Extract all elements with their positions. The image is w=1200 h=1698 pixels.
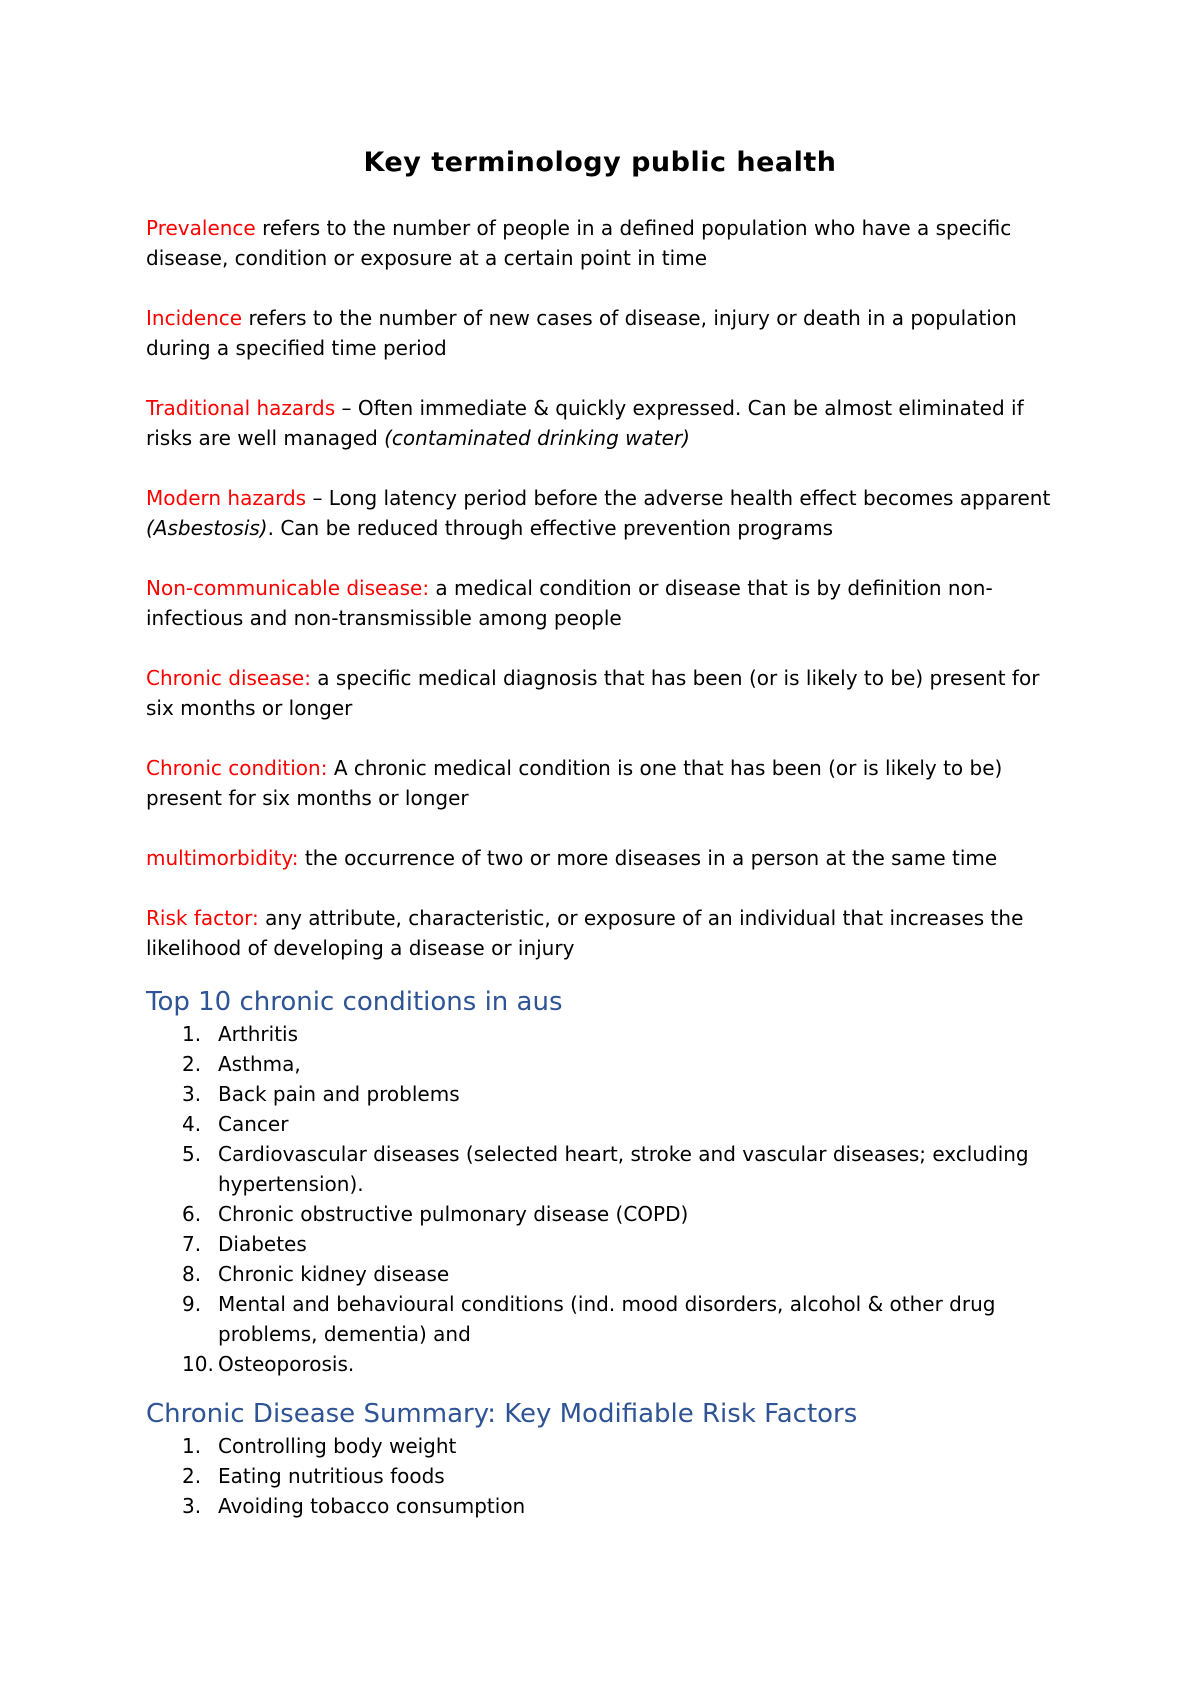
- term-label: Risk factor:: [146, 906, 259, 930]
- term-label: multimorbidity:: [146, 846, 299, 870]
- term-definition: the occurrence of two or more diseases in a person at the same time: [298, 846, 998, 870]
- list-item-text: Chronic kidney disease: [218, 1262, 450, 1286]
- section-heading-chronic-conditions: Top 10 chronic conditions in aus: [146, 987, 563, 1017]
- term-example: (contaminated drinking water): [384, 426, 690, 450]
- list-item-text: Diabetes: [218, 1232, 307, 1256]
- term-label: Non-communicable disease:: [146, 576, 430, 600]
- definition-traditional-hazards: [146, 393, 1066, 453]
- term-definition: – Often immediate & quickly expressed. Can be almost eliminated if risks are well managed: [146, 396, 1024, 450]
- section-heading-risk-factors: Chronic Disease Summary: Key Modifiable Risk Factors: [146, 1399, 858, 1429]
- list-number: 6.: [182, 1202, 202, 1226]
- term-definition: any attribute, characteristic, or exposure of an individual that increases the likelihood of developing a disease or injury: [146, 906, 1024, 960]
- chronic-conditions-list: [146, 1019, 1066, 1379]
- term-label: Chronic disease:: [146, 666, 311, 690]
- definition-chronic-disease: [146, 663, 1066, 723]
- list-item: [146, 1139, 1066, 1199]
- list-item: [146, 1349, 1066, 1379]
- term-definition: – Long latency period before the adverse health effect becomes apparent: [312, 486, 1051, 510]
- list-item-text: Cancer: [218, 1112, 289, 1136]
- list-item-text: Osteoporosis.: [218, 1352, 355, 1376]
- list-number: 3.: [182, 1082, 202, 1106]
- term-definition: A chronic medical condition is one that has been (or is likely to be) present for six months or longer: [146, 756, 1003, 810]
- term-definition: a specific medical diagnosis that has been (or is likely to be) present for six months or longer: [146, 666, 1040, 720]
- definition-modern-hazards: [146, 483, 1066, 543]
- list-item: [146, 1049, 1066, 1079]
- list-item: [146, 1431, 1066, 1461]
- term-definition-continued: . Can be reduced through effective prevention programs: [267, 516, 834, 540]
- list-item-text: Avoiding tobacco consumption: [218, 1494, 526, 1518]
- risk-factors-list: [146, 1431, 1066, 1521]
- term-definition: a medical condition or disease that is by definition non-infectious and non-transmissible among people: [146, 576, 993, 630]
- list-number: 9.: [182, 1292, 202, 1316]
- list-item-text: Back pain and problems: [218, 1082, 460, 1106]
- list-item: [146, 1259, 1066, 1289]
- list-item-text: Arthritis: [218, 1022, 299, 1046]
- list-item: [146, 1019, 1066, 1049]
- list-number: 4.: [182, 1112, 202, 1136]
- term-label: Incidence: [146, 306, 243, 330]
- list-item-text: Controlling body weight: [218, 1434, 457, 1458]
- list-item: [146, 1109, 1066, 1139]
- term-label: Prevalence: [146, 216, 256, 240]
- list-item: [146, 1199, 1066, 1229]
- term-definition: refers to the number of new cases of disease, injury or death in a population during a specified time period: [146, 306, 1017, 360]
- definition-incidence: [146, 303, 1066, 363]
- list-number: 5.: [182, 1142, 202, 1166]
- list-item: [146, 1461, 1066, 1491]
- definition-prevalence: [146, 213, 1066, 273]
- list-item-text: Cardiovascular diseases (selected heart, stroke and vascular diseases; excluding hypertension).: [218, 1142, 1029, 1196]
- term-label: Traditional hazards: [146, 396, 336, 420]
- term-label: Modern hazards: [146, 486, 313, 510]
- definition-multimorbidity: [146, 843, 1066, 873]
- list-item-text: Eating nutritious foods: [218, 1464, 445, 1488]
- term-definition: refers to the number of people in a defined population who have a specific disease, condition or exposure at a certain point in time: [146, 216, 1012, 270]
- list-number: 1.: [182, 1022, 202, 1046]
- list-number: 2.: [182, 1052, 202, 1076]
- list-number: 8.: [182, 1262, 202, 1286]
- list-item: [146, 1289, 1066, 1349]
- list-item: [146, 1229, 1066, 1259]
- document-body: [146, 213, 1066, 1521]
- list-item: [146, 1491, 1066, 1521]
- definition-non-communicable-disease: [146, 573, 1066, 633]
- list-number: 7.: [182, 1232, 202, 1256]
- list-item: [146, 1079, 1066, 1109]
- list-number: 10.: [182, 1352, 214, 1376]
- list-item-text: Asthma,: [218, 1052, 301, 1076]
- list-item-text: Chronic obstructive pulmonary disease (COPD): [218, 1202, 689, 1226]
- page-title: Key terminology public health: [363, 147, 837, 178]
- definition-chronic-condition: [146, 753, 1066, 813]
- term-example: (Asbestosis): [146, 516, 268, 540]
- definition-risk-factor: [146, 903, 1066, 963]
- list-number: 3.: [182, 1494, 202, 1518]
- list-item-text: Mental and behavioural conditions (ind. mood disorders, alcohol & other drug problems, dementia) and: [218, 1292, 996, 1346]
- term-label: Chronic condition:: [146, 756, 328, 780]
- list-number: 2.: [182, 1464, 202, 1488]
- list-number: 1.: [182, 1434, 202, 1458]
